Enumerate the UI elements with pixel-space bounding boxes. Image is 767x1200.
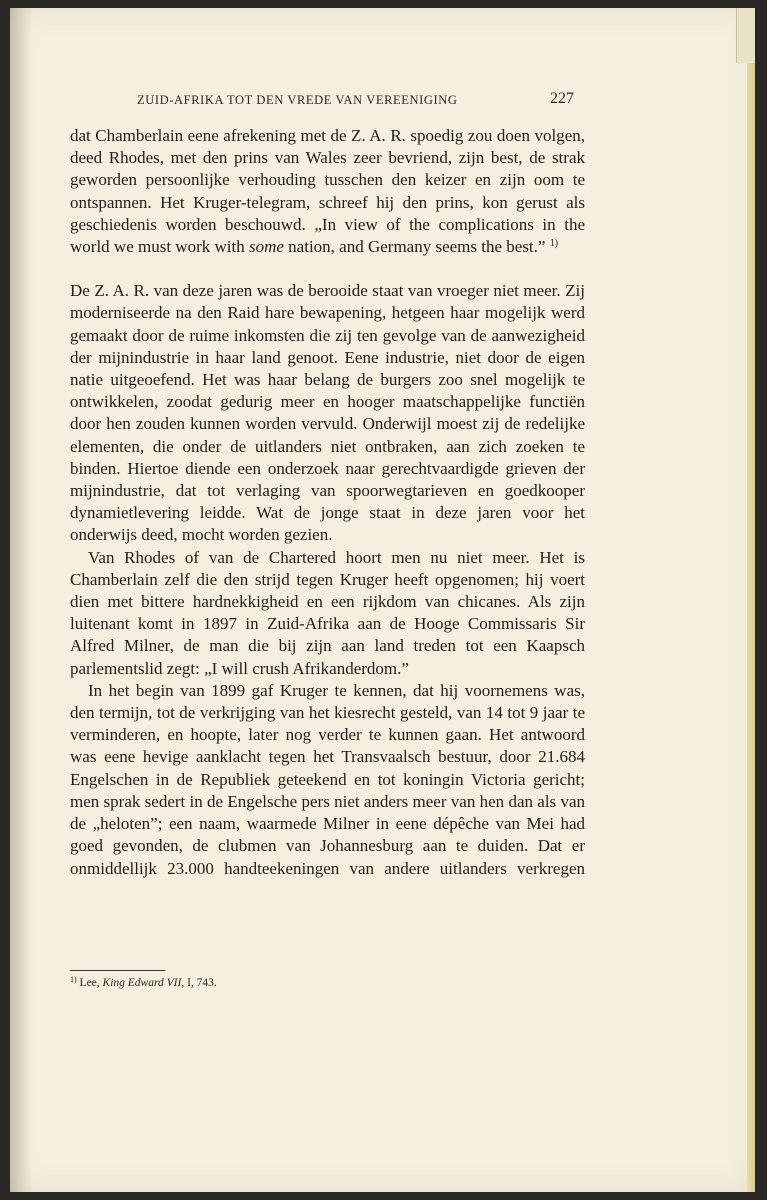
- paragraph-tail: nation, and Germany seems the best.”: [283, 237, 546, 257]
- page-number: 227: [550, 90, 574, 107]
- paragraph: In het begin van 1899 gaf Kruger te kennen, dat hij voornemens was, den termijn, tot de verkrijging van het kiesrecht gesteld, van 14 tot 9 jaar te verminderen, en hoopte, later nog verder te kunnen gaan. Het antwoord was eene hevige aanklacht tegen het Transvaalsch bestuur, door 21.684 Engelschen in de Republiek geteekend en tot koningin Victoria gericht; men sprak sedert in de Engelsche pers niet anders meer van hen dan als van de „heloten”; een naam, waarmede Milner in eene dépêche van Mei had goed gevonden, de clubmen van Johannesburg aan te duiden. Dat er onmiddellijk 23.000 handteekeningen van andere uitlanders verkregen: [70, 680, 585, 878]
- paragraph-text: dat Chamberlain eene afrekening met de Z. A. R. spoedig zou doen volgen, deed Rhodes, met den prins van Wales zeer bevriend, zijn best, de strak geworden persoonlijke verhouding tusschen den keizer en zijn oom te ontspannen. Het Kruger-telegram, schreef hij den prins, kon gerust als geschiedenis worden beschouwd. „In view of the complications in the world we must work with: [70, 126, 585, 257]
- page-edge: [747, 8, 755, 1192]
- paragraph: [70, 125, 585, 258]
- footnote-rule: [70, 970, 165, 971]
- page-corner: [736, 8, 755, 63]
- page-gutter-shadow: [10, 8, 32, 1192]
- footnote-marker: 1): [70, 975, 77, 984]
- body-text: [70, 125, 585, 880]
- running-head-title: ZUID-AFRIKA TOT DEN VREDE VAN VEREENIGING: [137, 93, 458, 107]
- footnote-work: King Edward VII: [102, 977, 182, 989]
- paragraph: Van Rhodes of van de Chartered hoort men nu niet meer. Het is Chamberlain zelf die den strijd tegen Kruger heeft opgenomen; hij voert dien met bittere hardnekkigheid en een rijkdom van chicanes. Als zijn luitenant komt in 1897 in Zuid-Afrika aan de Hooge Commissaris Sir Alfred Milner, de man die bij zijn aan land treden tot een Kaapsch parlementslid zegt: „I will crush Afrikanderdom.”: [70, 547, 585, 678]
- footnote: [70, 977, 585, 989]
- footnote-rest: , I, 743.: [181, 977, 217, 989]
- footnote-author: Lee,: [76, 977, 103, 989]
- footnote-ref: 1): [549, 238, 559, 250]
- emphasis: some: [248, 237, 284, 257]
- paragraph: De Z. A. R. van deze jaren was de berooide staat van vroeger niet meer. Zij moderniseerde na den Raid hare bewapening, hetgeen haar mogelijk werd gemaakt door de ruime inkomsten die zij ten gevolge van de aanwezigheid der mijnindustrie in haar land genoot. Eene industrie, niet door de eigen natie uitgeoefend. Het was haar belang de burgers zoo snel mogelijk te ontwikkelen, zoodat gedurig meer en hooger maatschappelijke functiën door hen zouden kunnen worden vervuld. Onderwijl moest zij de redelijke elementen, die onder de uitlanders niet ontbraken, aan zich zoeken te binden. Hiertoe diende een onderzoek naar gerechtvaardigde grieven der mijnindustrie, dat tot verlaging van spoorwegtarieven en goedkooper dynamietlevering leidde. Wat de jonge staat in deze jaren voor het onderwijs deed, mocht worden gezien.: [70, 281, 585, 545]
